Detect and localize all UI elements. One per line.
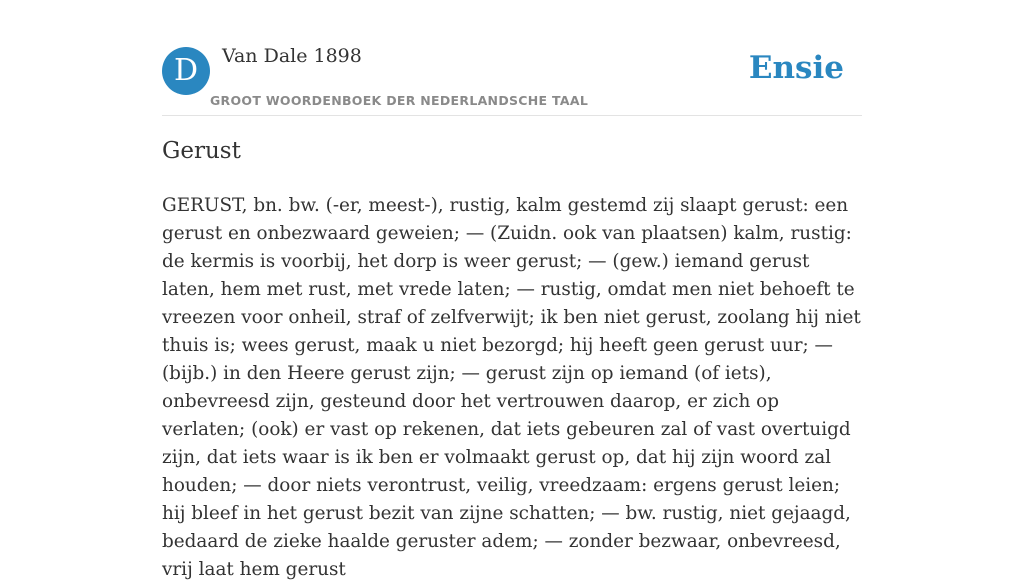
entry-title: Gerust xyxy=(162,138,241,164)
entry-definition: GERUST, bn. bw. (-er, meest-), rustig, kalm gestemd zij slaapt gerust: een gerust en onbezwaard geweien; — (Zuidn. ook van plaatsen) kalm, rustig: de kermis is voorbij, het dorp is weer gerust; — (gew.) iemand gerust laten, hem met rust, met vrede laten; — rustig, omdat men niet behoeft te vreezen voor onheil, straf of zelfverwijt; ik ben niet gerust, zoolang hij niet thuis is; wees gerust, maak u niet bezorgd; hij heeft geen gerust uur; — (bijb.) in den Heere gerust zijn; — gerust zijn op iemand (of iets), onbevreesd zijn, gesteund door het vertrouwen daarop, er zich op verlaten; (ook) er vast op rekenen, dat iets gebeuren zal of vast overtuigd zijn, dat iets waar is ik ben er volmaakt gerust op, dat hij zijn woord zal houden; — door niets verontrust, veilig, vreedzaam: ergens gerust leien; hij bleef in het gerust bezit van zijne schatten; — bw. rustig, niet gejaagd, bedaard de zieke haalde geruster adem; — zonder bezwaar, onbevreesd, vrij laat hem gerust xyxy=(162,195,861,580)
dictionary-header xyxy=(162,0,862,116)
dictionary-name-link[interactable]: Van Dale 1898 xyxy=(222,45,362,67)
dictionary-logo-icon[interactable]: D xyxy=(162,47,210,95)
ensie-brand-logo[interactable]: Ensie xyxy=(748,50,844,86)
dictionary-subtitle: GROOT WOORDENBOEK DER NEDERLANDSCHE TAAL xyxy=(210,93,589,108)
